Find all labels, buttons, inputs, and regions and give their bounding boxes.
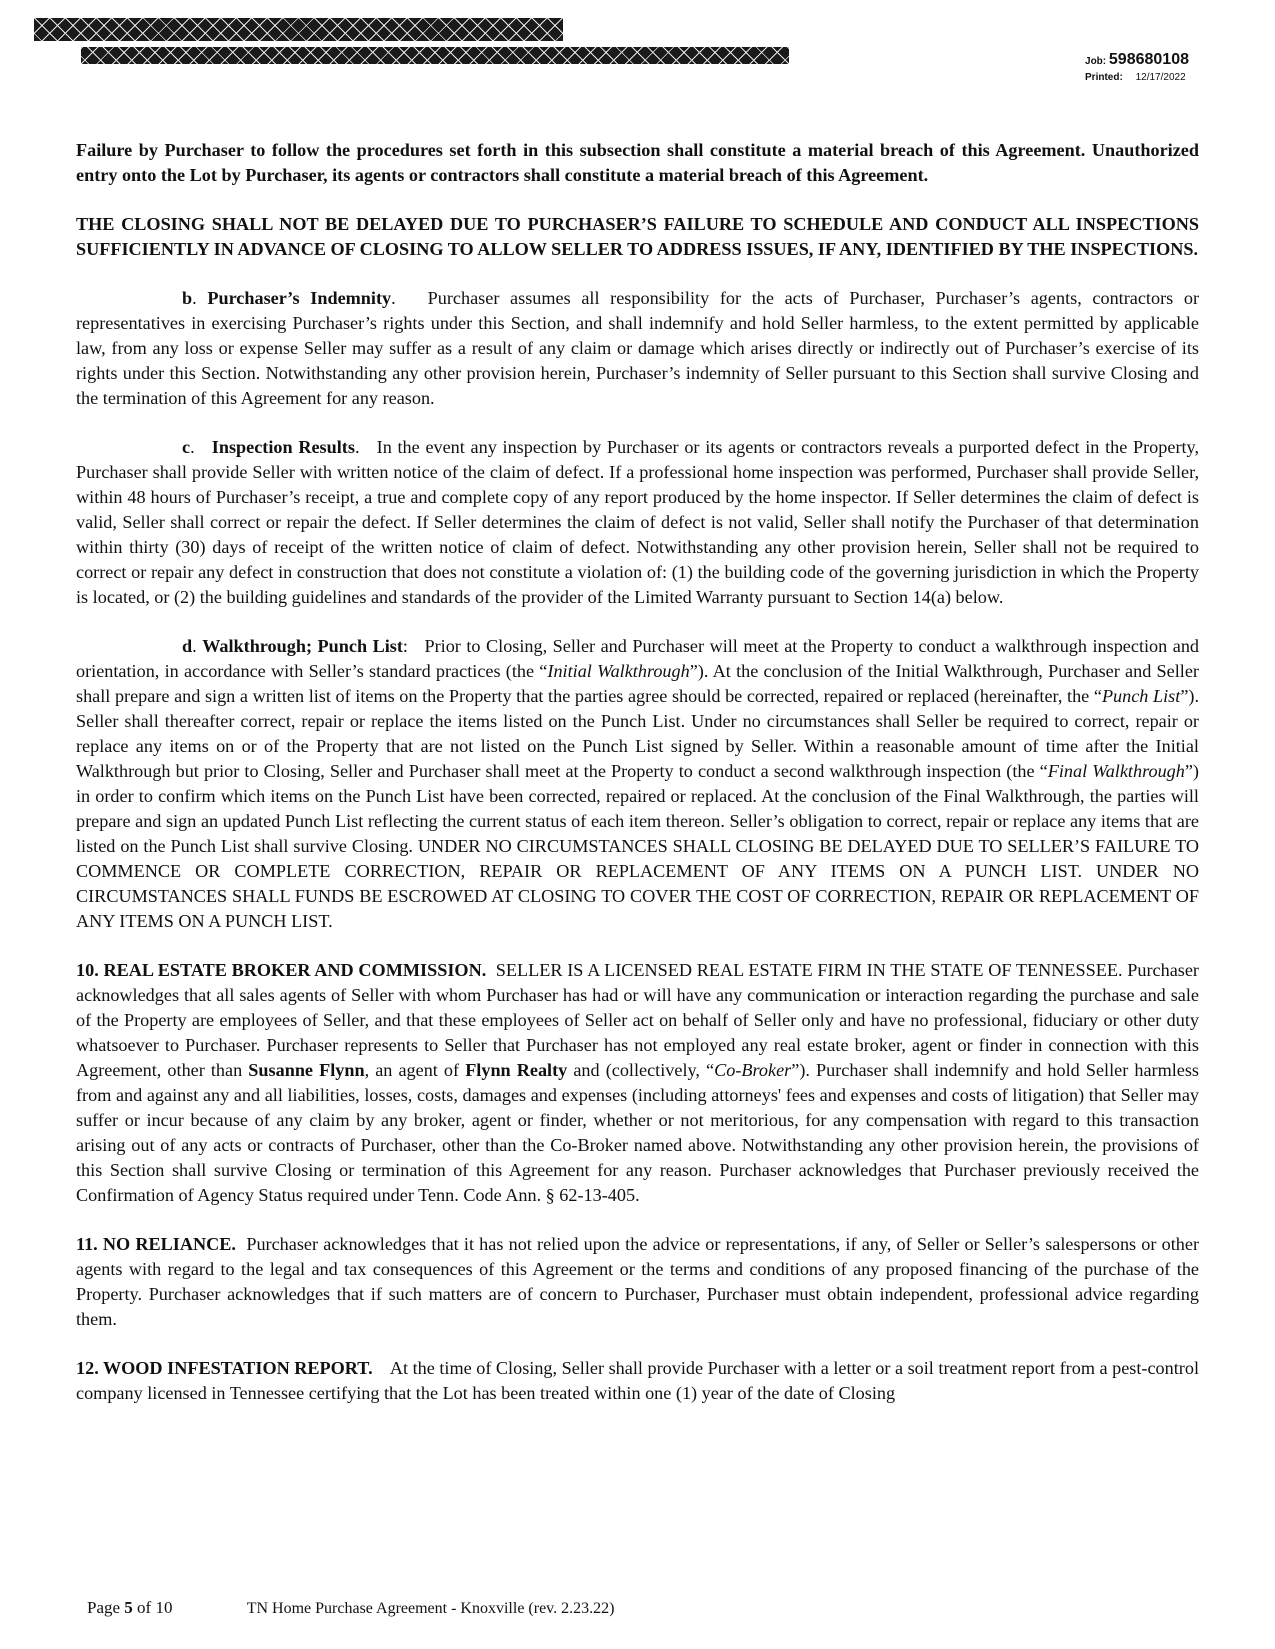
job-number: 598680108	[1108, 51, 1189, 68]
section-d-text-2: ”). At the conclusion of the Initial Walkthrough, Purchaser and Seller shall prepare and sign a written list of items on the Property that the parties agree should be corrected, repaired or replaced (hereinafter, the “	[76, 661, 1199, 706]
section-d-letter: d	[182, 636, 193, 656]
page-prefix: Page	[87, 1598, 121, 1617]
section-10-text-3: and (collectively, “	[573, 1060, 715, 1080]
section-d-paragraph: d. Walkthrough; Punch List: Prior to Closing, Seller and Purchaser will meet at the Property to conduct a walkthrough inspection and orientation, in accordance with Seller’s standard practices (the “Initial Walkthrough”). At the conclusion of the Initial Walkthrough, Purchaser and Seller shall prepare and sign a written list of items on the Property that the parties agree should be corrected, repaired or replaced (hereinafter, the “Punch List”). Seller shall thereafter correct, repair or replace the items listed on the Punch List. Under no circumstances shall Seller be required to correct, repair or replace any items on or of the Property that are not listed on the Punch List signed by Seller. Within a reasonable amount of time after the Initial Walkthrough but prior to Closing, Seller and Purchaser shall meet at the Property to conduct a second walkthrough inspection (the “Final Walkthrough”) in order to confirm which items on the Punch List have been corrected, repaired or replaced. At the conclusion of the Final Walkthrough, the parties will prepare and sign an updated Punch List reflecting the current status of each item thereon. Seller’s obligation to correct, repair or replace any items that are listed on the Punch List shall survive Closing. UNDER NO CIRCUMSTANCES SHALL CLOSING BE DELAYED DUE TO SELLER’S FAILURE TO COMMENCE OR COMPLETE CORRECTION, REPAIR OR REPLACEMENT OF ANY ITEMS ON A PUNCH LIST. UNDER NO CIRCUMSTANCES SHALL FUNDS BE ESCROWED AT CLOSING TO COVER THE COST OF CORRECTION, REPAIR OR REPLACEMENT OF ANY ITEMS ON A PUNCH LIST.	[76, 636, 1200, 931]
breach-paragraph: Failure by Purchaser to follow the procedures set forth in this subsection shall constitute a material breach of this Agreement. Unauthorized entry onto the Lot by Purchaser, its agents or contractors shall constitute a material breach of this Agreement.	[76, 140, 1199, 185]
section-c-letter: c	[182, 437, 191, 457]
section-d-heading: Walkthrough; Punch List	[202, 636, 403, 656]
section-12-heading: 12. WOOD INFESTATION REPORT.	[76, 1358, 373, 1378]
section-c-text: In the event any inspection by Purchaser or its agents or contractors reveals a purported defect in the Property, Purchaser shall provide Seller with written notice of the claim of defect. If a professional home inspection was performed, Purchaser shall provide Seller, within 48 hours of Purchaser’s receipt, a true and complete copy of any report produced by the home inspector. If Seller determines the claim of defect is valid, Seller shall correct or repair the defect. If Seller determines the claim of defect is not valid, Seller shall notify the Purchaser of that determination within thirty (30) days of receipt of the written notice of claim of defect. Notwithstanding any other provision herein, Seller shall not be required to correct or repair any defect in construction that does not constitute a violation of: (1) the building code of the governing jurisdiction in which the Property is located, or (2) the building guidelines and standards of the provider of the Limited Warranty pursuant to Section 14(a) below.	[76, 437, 1200, 607]
page-number: 5	[124, 1598, 133, 1617]
term-co-broker: Co-Broker	[714, 1060, 792, 1080]
section-11-paragraph	[76, 1232, 1199, 1332]
section-11-text: Purchaser acknowledges that it has not relied upon the advice or representations, if any, of Seller or Seller’s salespersons or other agents with regard to the legal and tax consequences of this Agreement or the terms and conditions of any proposed financing of the purchase of the Property. Purchaser acknowledges that if such matters are of concern to Purchaser, Purchaser must obtain independent, professional advice regarding them.	[76, 1234, 1200, 1329]
job-info	[1085, 50, 1189, 84]
section-d-text-4: ”) in order to confirm which items on the Punch List have been corrected, repaired or replaced. At the conclusion of the Final Walkthrough, the parties will prepare and sign an updated Punch List reflecting the current status of each item thereon. Seller’s obligation to correct, repair or replace any items that are listed on the Punch List shall survive Closing. UNDER NO CIRCUMSTANCES SHALL CLOSING BE DELAYED DUE TO SELLER’S FAILURE TO COMMENCE OR COMPLETE CORRECTION, REPAIR OR REPLACEMENT OF ANY ITEMS ON A PUNCH LIST. UNDER NO CIRCUMSTANCES SHALL FUNDS BE ESCROWED AT CLOSING TO COVER THE COST OF CORRECTION, REPAIR OR REPLACEMENT OF ANY ITEMS ON A PUNCH LIST.	[76, 761, 1199, 931]
closing-not-delayed-paragraph: THE CLOSING SHALL NOT BE DELAYED DUE TO PURCHASER’S FAILURE TO SCHEDULE AND CONDUCT ALL INSPECTIONS SUFFICIENTLY IN ADVANCE OF CLOSING TO ALLOW SELLER TO ADDRESS ISSUES, IF ANY, IDENTIFIED BY THE INSPECTIONS.	[76, 214, 1199, 259]
term-final-walkthrough: Final Walkthrough	[1047, 761, 1185, 781]
job-line	[1085, 50, 1189, 71]
section-d-text-1: Prior to Closing, Seller and Purchaser will meet at the Property to conduct a walkthrough inspection and orientation, in accordance with Seller’s standard practices (the “	[76, 636, 1200, 681]
section-c-paragraph: c. Inspection Results. In the event any inspection by Purchaser or its agents or contractors reveals a purported defect in the Property, Purchaser shall provide Seller with written notice of the claim of defect. If a professional home inspection was performed, Purchaser shall provide Seller, within 48 hours of Purchaser’s receipt, a true and complete copy of any report produced by the home inspector. If Seller determines the claim of defect is valid, Seller shall correct or repair the defect. If Seller determines the claim of defect is not valid, Seller shall notify the Purchaser of that determination within thirty (30) days of receipt of the written notice of claim of defect. Notwithstanding any other provision herein, Seller shall not be required to correct or repair any defect in construction that does not constitute a violation of: (1) the building code of the governing jurisdiction in which the Property is located, or (2) the building guidelines and standards of the provider of the Limited Warranty pursuant to Section 14(a) below.	[76, 437, 1200, 607]
redaction-bar-second	[81, 47, 789, 64]
redaction-bar-top	[34, 18, 563, 41]
printed-label: Printed:	[1085, 71, 1123, 83]
section-10-paragraph	[76, 958, 1199, 1208]
section-b-paragraph: b. Purchaser’s Indemnity. Purchaser assumes all responsibility for the acts of Purchaser, Purchaser’s agents, contractors or representatives in exercising Purchaser’s rights under this Section, and shall indemnify and hold Seller harmless, to the extent permitted by applicable law, from any loss or expense Seller may suffer as a result of any claim or damage which arises directly or indirectly out of Purchaser’s exercise of its rights under this Section. Notwithstanding any other provision herein, Purchaser’s indemnity of Seller pursuant to this Section shall survive Closing and the termination of this Agreement for any reason.	[76, 288, 1200, 408]
page-total: of 10	[137, 1598, 173, 1617]
term-initial-walkthrough: Initial Walkthrough	[547, 661, 690, 681]
printed-line	[1085, 71, 1189, 84]
printed-date: 12/17/2022	[1135, 71, 1186, 83]
section-10-text-2: , an agent of	[364, 1060, 460, 1080]
page-footer	[87, 1598, 614, 1618]
section-10-text-1: SELLER IS A LICENSED REAL ESTATE FIRM IN THE STATE OF TENNESSEE. Purchaser acknowledges that all sales agents of Seller with whom Purchaser has had or will have any communication or interaction regarding the purchase and sale of the Property are employees of Seller, and that these employees of Seller act on behalf of Seller only and have no professional, fiduciary or other duty whatsoever to Purchaser. Purchaser represents to Seller that Purchaser has not employed any real estate broker, agent or finder in connection with this Agreement, other than	[76, 960, 1199, 1080]
agent-name: Susanne Flynn	[248, 1060, 365, 1080]
section-10-heading: 10. REAL ESTATE BROKER AND COMMISSION.	[76, 960, 487, 980]
section-11-heading: 11. NO RELIANCE.	[76, 1234, 236, 1254]
section-12-text: At the time of Closing, Seller shall provide Purchaser with a letter or a soil treatment report from a pest-control company licensed in Tennessee certifying that the Lot has been treated within one (1) year of the date of Closing	[76, 1358, 1199, 1403]
section-b-text: Purchaser assumes all responsibility for the acts of Purchaser, Purchaser’s agents, contractors or representatives in exercising Purchaser’s rights under this Section, and shall indemnify and hold Seller harmless, to the extent permitted by applicable law, from any loss or expense Seller may suffer as a result of any claim or damage which arises directly or indirectly out of Purchaser’s exercise of its rights under this Section. Notwithstanding any other provision herein, Purchaser’s indemnity of Seller pursuant to this Section shall survive Closing and the termination of this Agreement for any reason.	[76, 288, 1200, 408]
section-b-letter: b	[182, 288, 193, 308]
section-d-text-3: ”). Seller shall thereafter correct, repair or replace the items listed on the Punch List. Under no circumstances shall Seller be required to correct, repair or replace any items on or of the Property that are not listed on the Punch List signed by Seller. Within a reasonable amount of time after the Initial Walkthrough but prior to Closing, Seller and Purchaser shall meet at the Property to conduct a second walkthrough inspection (the “	[76, 686, 1199, 781]
firm-name: Flynn Realty	[465, 1060, 568, 1080]
section-c-heading: Inspection Results	[211, 437, 355, 457]
job-label: Job:	[1085, 56, 1107, 67]
term-punch-list: Punch List	[1101, 686, 1181, 706]
document-title: TN Home Purchase Agreement - Knoxville (rev. 2.23.22)	[246, 1600, 615, 1617]
document-body	[76, 138, 1199, 1430]
section-12-paragraph	[76, 1356, 1199, 1406]
section-10-text-4: ”). Purchaser shall indemnify and hold Seller harmless from and against any and all liabilities, losses, costs, damages and expenses (including attorneys' fees and expenses and costs of litigation) that Seller may suffer or incur because of any claim by any broker, agent or finder, whether or not meritorious, for any compensation with regard to this transaction arising out of any acts or contracts of Purchaser, other than the Co-Broker named above. Notwithstanding any other provision herein, the provisions of this Section shall survive Closing or termination of this Agreement for any reason. Purchaser acknowledges that Purchaser previously received the Confirmation of Agency Status required under Tenn. Code Ann. § 62-13-405.	[76, 1060, 1200, 1205]
section-b-heading: Purchaser’s Indemnity	[207, 288, 392, 308]
